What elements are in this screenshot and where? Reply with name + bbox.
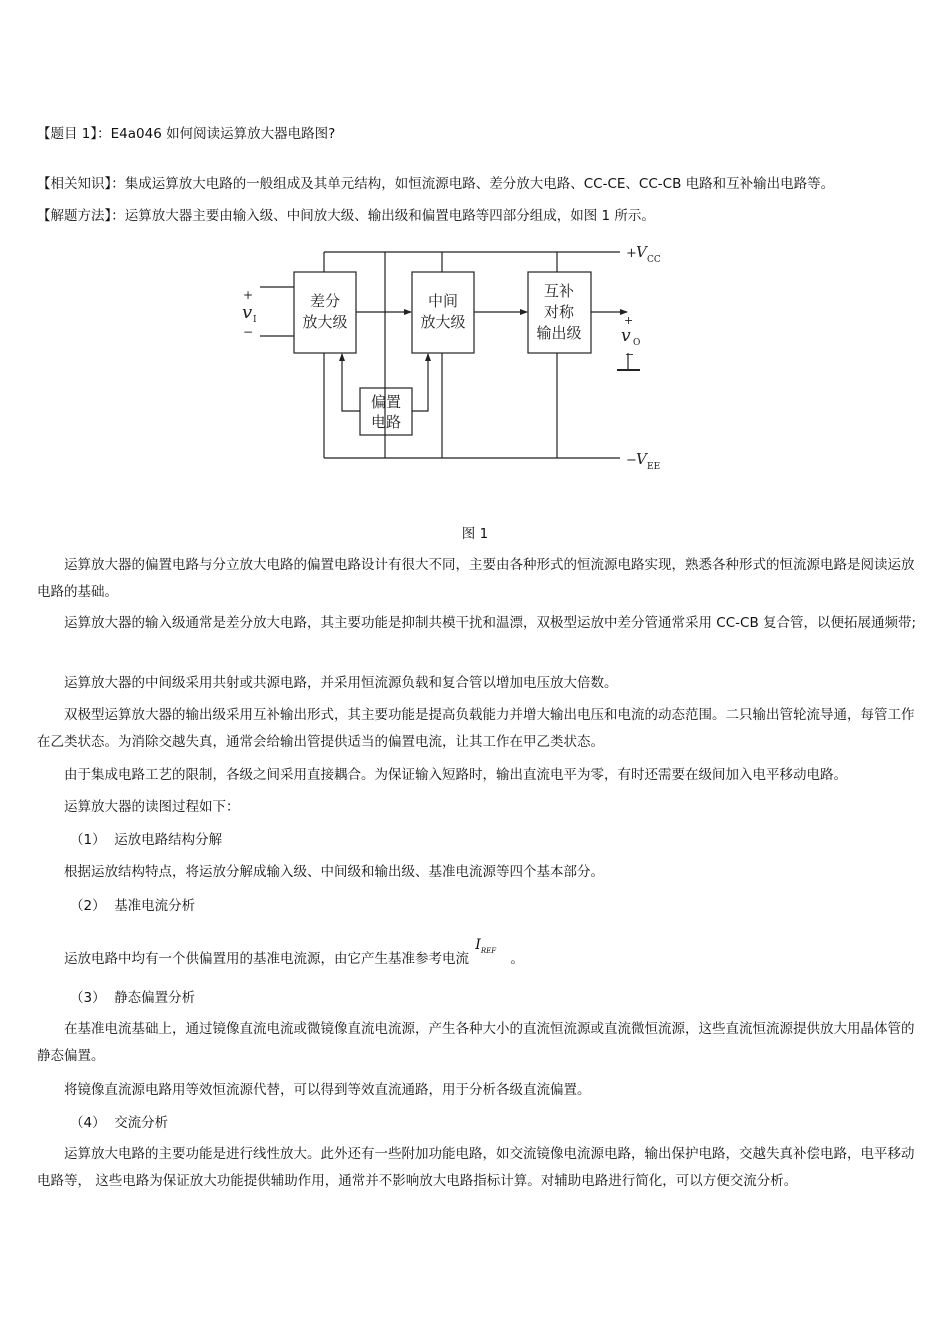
question-text: E4a046 如何阅读运算放大器电路图?	[110, 126, 336, 142]
output-stage-label-3: 输出级	[536, 324, 582, 342]
vi-minus: −	[243, 325, 254, 339]
step-4-num: （4）	[70, 1115, 106, 1131]
vo-var: v	[621, 326, 631, 346]
diff-amp-label-1: 差分	[309, 292, 341, 310]
method-label: 【解题方法】：	[37, 208, 125, 224]
mid-amp-label-1: 中间	[427, 292, 459, 310]
bias-label-2: 电路	[370, 413, 402, 431]
step-1-num: （1）	[70, 832, 106, 848]
vee-minus: −	[626, 453, 637, 468]
step-2-heading	[70, 896, 195, 916]
opamp-block-diagram	[230, 238, 680, 474]
step-2-text-a: 运放电路中均有一个供偏置用的基准电流源，由它产生基准参考电流	[64, 951, 469, 967]
step-2-text	[64, 937, 524, 975]
iref-symbol	[475, 937, 496, 953]
vo-sub: O	[633, 338, 641, 348]
step-2-num: （2）	[70, 898, 106, 914]
step-3-text-2: 将镜像直流源电路用等效恒流源代替，可以得到等效直流通路，用于分析各级直流偏置。	[64, 1082, 591, 1098]
step-3-heading	[70, 988, 195, 1008]
knowledge-line	[37, 174, 834, 194]
step-4-heading	[70, 1113, 168, 1133]
mid-amp-label-2: 放大级	[420, 313, 466, 331]
vo-minus: −	[625, 348, 635, 361]
iref-main: I	[475, 937, 481, 953]
output-stage-label-1: 互补	[543, 282, 575, 300]
vo-plus: +	[624, 314, 634, 327]
paragraph-bias: 运算放大器的偏置电路与分立放大电路的偏置电路设计有很大不同，主要由各种形式的恒流源电路实现，熟悉各种形式的恒流源电路是阅读运放电路的基础。	[37, 557, 915, 600]
step-3-title: 静态偏置分析	[114, 990, 196, 1006]
vcc-plus: +	[626, 246, 637, 261]
vee-var: V	[636, 450, 647, 468]
step-1-text: 根据运放结构特点，将运放分解成输入级、中间级和输出级、基准电流源等四个基本部分。	[64, 864, 604, 880]
step-4-title: 交流分析	[114, 1115, 169, 1131]
diff-amp-label-2: 放大级	[302, 313, 348, 331]
vee-sub: EE	[647, 462, 661, 472]
knowledge-text: 集成运算放大电路的一般组成及其单元结构，如恒流源电路、差分放大电路、CC-CE、CC-CB 电路和互补输出电路等。	[124, 176, 835, 192]
paragraph-output-stage: 双极型运算放大器的输出级采用互补输出形式，其主要功能是提高负载能力并增大输出电压和电流的动态范围。二只输出管轮流导通，每管工作在乙类状态。为消除交越失真，通常会给输出管提供适当的偏置电流，让其工作在甲乙类状态。	[37, 707, 915, 750]
vcc-sub: CC	[647, 255, 661, 265]
method-line	[37, 206, 655, 226]
question-title	[37, 124, 335, 144]
figure-caption: 图 1	[461, 526, 489, 542]
step-1-title: 运放电路结构分解	[114, 832, 223, 848]
vi-var: v	[242, 302, 253, 323]
step-2-text-b: 。	[510, 951, 524, 967]
vi-plus: +	[243, 288, 254, 302]
bias-label-1: 偏置	[370, 393, 402, 411]
step-2-title: 基准电流分析	[114, 898, 196, 914]
vi-sub: I	[253, 315, 257, 325]
paragraph-mid-stage: 运算放大器的中间级采用共射或共源电路，并采用恒流源负载和复合管以增加电压放大倍数。	[64, 675, 618, 691]
step-3-num: （3）	[70, 990, 106, 1006]
paragraph-input-stage: 运算放大器的输入级通常是差分放大电路，其主要功能是抑制共模干扰和温漂，双极型运放中差分管通常采用 CC-CB 复合管，以便拓展通频带;	[64, 615, 917, 631]
question-label: 【题目 1】：	[37, 126, 111, 142]
method-text: 运算放大器主要由输入级、中间放大级、输出级和偏置电路等四部分组成，如图 1 所示。	[124, 208, 655, 224]
iref-sub: REF	[480, 946, 497, 955]
output-stage-label-2: 对称	[543, 303, 575, 321]
step-3-text-1: 在基准电流基础上，通过镜像直流电流或微镜像直流电流源，产生各种大小的直流恒流源或直流微恒流源，这些直流恒流源提供放大用晶体管的静态偏置。	[37, 1021, 915, 1064]
paragraph-reading-process: 运算放大器的读图过程如下：	[64, 799, 240, 815]
step-1-heading	[70, 830, 222, 850]
paragraph-coupling: 由于集成电路工艺的限制，各级之间采用直接耦合。为保证输入短路时，输出直流电平为零，有时还需要在级间加入电平移动电路。	[64, 767, 847, 783]
vcc-var: V	[636, 243, 647, 261]
step-4-text: 运算放大电路的主要功能是进行线性放大。此外还有一些附加功能电路，如交流镜像电流源电路，输出保护电路，交越失真补偿电路，电平移动电路等， 这些电路为保证放大功能提供辅助作用，通常并不影响放大电路指标计算。对辅助电路进行简化，可以方便交流分析。	[37, 1146, 915, 1189]
knowledge-label: 【相关知识】：	[37, 176, 125, 192]
